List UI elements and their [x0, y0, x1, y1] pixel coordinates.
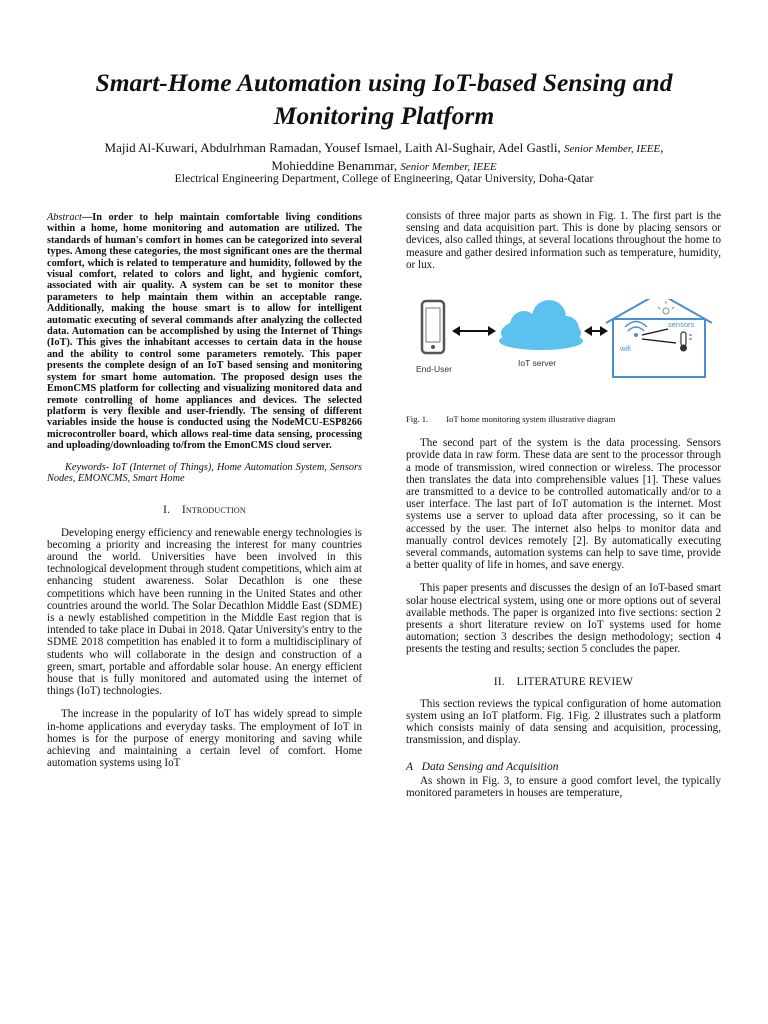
author-names: Majid Al-Kuwari, Abdulrhman Ramadan, Yousef Ismael, Laith Al-Sughair, Adel Gastli,: [104, 140, 564, 155]
wifi-label: wifi: [620, 344, 631, 354]
caption-number: Fig. 1.: [406, 414, 429, 425]
intro-paragraph-5: This paper presents and discusses the design of an IoT-based smart solar house electrical system, using one or more options out of several available methods. The paper is organized into five sections: section 2 presents a short literature review on IoT systems used for home automation; section 3 describes the design methodology; section 4 presents the testing and results; section 5 concludes the paper.: [406, 582, 721, 656]
iot-diagram: [406, 299, 721, 399]
subsection-heading-a: [406, 761, 721, 773]
author-list: Majid Al-Kuwari, Abdulrhman Ramadan, Yousef Ismael, Laith Al-Sughair, Adel Gastli, Senior Member, IEEE, Mohieddine Benammar, Senior Member, IEEE: [104, 140, 664, 173]
subsection-a-paragraph: As shown in Fig. 3, to ensure a good comfort level, the typically monitored parameters in houses are temperature,: [406, 774, 721, 800]
abstract-text: In order to help maintain comfortable living conditions within a home, home monitoring and automation are utilized. The standards of human's comfort in homes can be categorized into several types. Among these categories, the most significant ones are the thermal comfort, which is related to temperature and humidity, followed by the visual comfort, related to colors and light, and hygienic comfort, associated with air quality. A system can be set to monitor these parameters to help maintain them within an acceptable range. Additionally, making the house smart is to allow for intelligent automatic executing of several commands after analyzing the collected data. Automation can be accomplished by using the Internet of Things (IoT). This gives the inhabitant accesses to certain data in the house and the ability to control some parameters remotely. This paper presents the complete design of an IoT based sensing and monitoring system for smart home automation. The proposed design uses the EmonCMS platform for collecting and visualizing monitored data and remote controlling of home appliances and devices. The selected platform is very flexible and user-friendly. The sensing of different variables inside the house is conducted using the NodeMCU-ESP8266 microcontroller board, which allows real-time data sensing, processing and uploading/downloading to/from the EmonCMS cloud server.: [47, 212, 362, 452]
author-role: Senior Member, IEEE: [564, 143, 661, 155]
affiliation: Electrical Engineering Department, College of Engineering, Qatar University, Doha-Qatar: [174, 172, 594, 185]
enduser-label: End-User: [416, 364, 452, 375]
section-number-2: II.: [493, 675, 505, 688]
figure-1-caption: [406, 413, 721, 425]
intro-paragraph-2: The increase in the popularity of IoT has widely spread to simple in-home applications and everyday tasks. The employment of IoT in homes is for the purpose of energy monitoring and saving while achieving and maintaining a certain level of comfort. Home automation systems using IoT: [47, 708, 362, 770]
cloud-icon: [499, 300, 583, 350]
section-heading-introduction: [47, 504, 362, 516]
subsection-letter: A: [406, 760, 414, 773]
intro-paragraph-1: Developing energy efficiency and renewable energy technologies is becoming a priority and increasing the interest for many countries around the world. Universities have been involved in this technological development through student competitions, which aim at enhancing student awareness. Solar Decathlon is one these competitions which have been running in the United States and other countries around the world. The Solar Decathlon Middle East (SDME) is a newly established competition in the Middle East region that is intended to take place in Dubai in 2018. Qatar University's entry to the SDME 2018 competition has enabled it to form a multidisciplinary of students who will collaborate in the design and construction of a green, smart, portable and affordable solar house. An energy efficient house that is fully monitored and automated using the internet of things (IoT) technologies.: [47, 526, 362, 698]
intro-paragraph-3: consists of three major parts as shown in Fig. 1. The first part is the sensing and data acquisition part. This is done by placing sensors or devices, also called things, at several locations throughout the home to measure and gather desired information such as temperature, humidity, or lux.: [406, 210, 721, 271]
subsection-title: Data Sensing and Acquisition: [421, 760, 559, 773]
house-icon: [606, 299, 712, 377]
author-names-line2: Mohieddine Benammar,: [271, 157, 401, 173]
section-number: I.: [163, 504, 171, 517]
lamp-icon: [658, 301, 674, 314]
sensor-link-line-2: [642, 339, 676, 343]
sensor-link-line: [642, 329, 668, 335]
phone-icon: [422, 301, 444, 353]
sensors-label: sensors: [668, 320, 695, 330]
keywords: Keywords- IoT (Internet of Things), Home Automation System, Sensors Nodes, EMONCMS, Smart Home: [47, 461, 362, 484]
abstract-dash: —: [81, 212, 93, 223]
abstract: [47, 212, 362, 452]
caption-text: IoT home monitoring system illustrative diagram: [446, 414, 616, 425]
abstract-label: Abstract: [47, 212, 82, 223]
server-label: IoT server: [518, 358, 557, 369]
author-role-2: Senior Member, IEEE: [400, 160, 497, 173]
right-column: [406, 210, 721, 799]
section-heading-literature-review: [406, 676, 721, 688]
paper-title: Smart-Home Automation using IoT-based Sensing and Monitoring Platform: [95, 68, 673, 130]
intro-paragraph-4: The second part of the system is the data processing. Sensors provide data in raw form. These data are sent to the processor through a mode of transmission, wired connection or wireless. The processor then translates the data into comprehensible values [1]. These values are transmitted to a device to be controlled automatically and/or to a user interface. The last part of IoT automation is the internet. Most systems use a server to upload data after processing, so it can be accessed by the user. The internet also helps to monitor data and manually control devices remotely [2]. By automatically executing several commands, automation systems can help to save time, provide a better quality of life in homes, and save energy.: [406, 437, 721, 572]
section-title-2: LITERATURE REVIEW: [516, 675, 634, 688]
literature-paragraph-1: This section reviews the typical configuration of home automation system using an IoT platform. Fig. 1Fig. 2 illustrates such a platform which consists mainly of data sensing and acquisition, processing, transmission, and display.: [406, 697, 721, 747]
thermometer-icon: [680, 332, 692, 352]
double-arrow-icon: [452, 326, 496, 336]
left-column: [47, 210, 362, 769]
figure-1: [406, 299, 721, 399]
section-title: Introduction: [181, 504, 246, 517]
double-arrow-icon-2: [584, 326, 608, 336]
